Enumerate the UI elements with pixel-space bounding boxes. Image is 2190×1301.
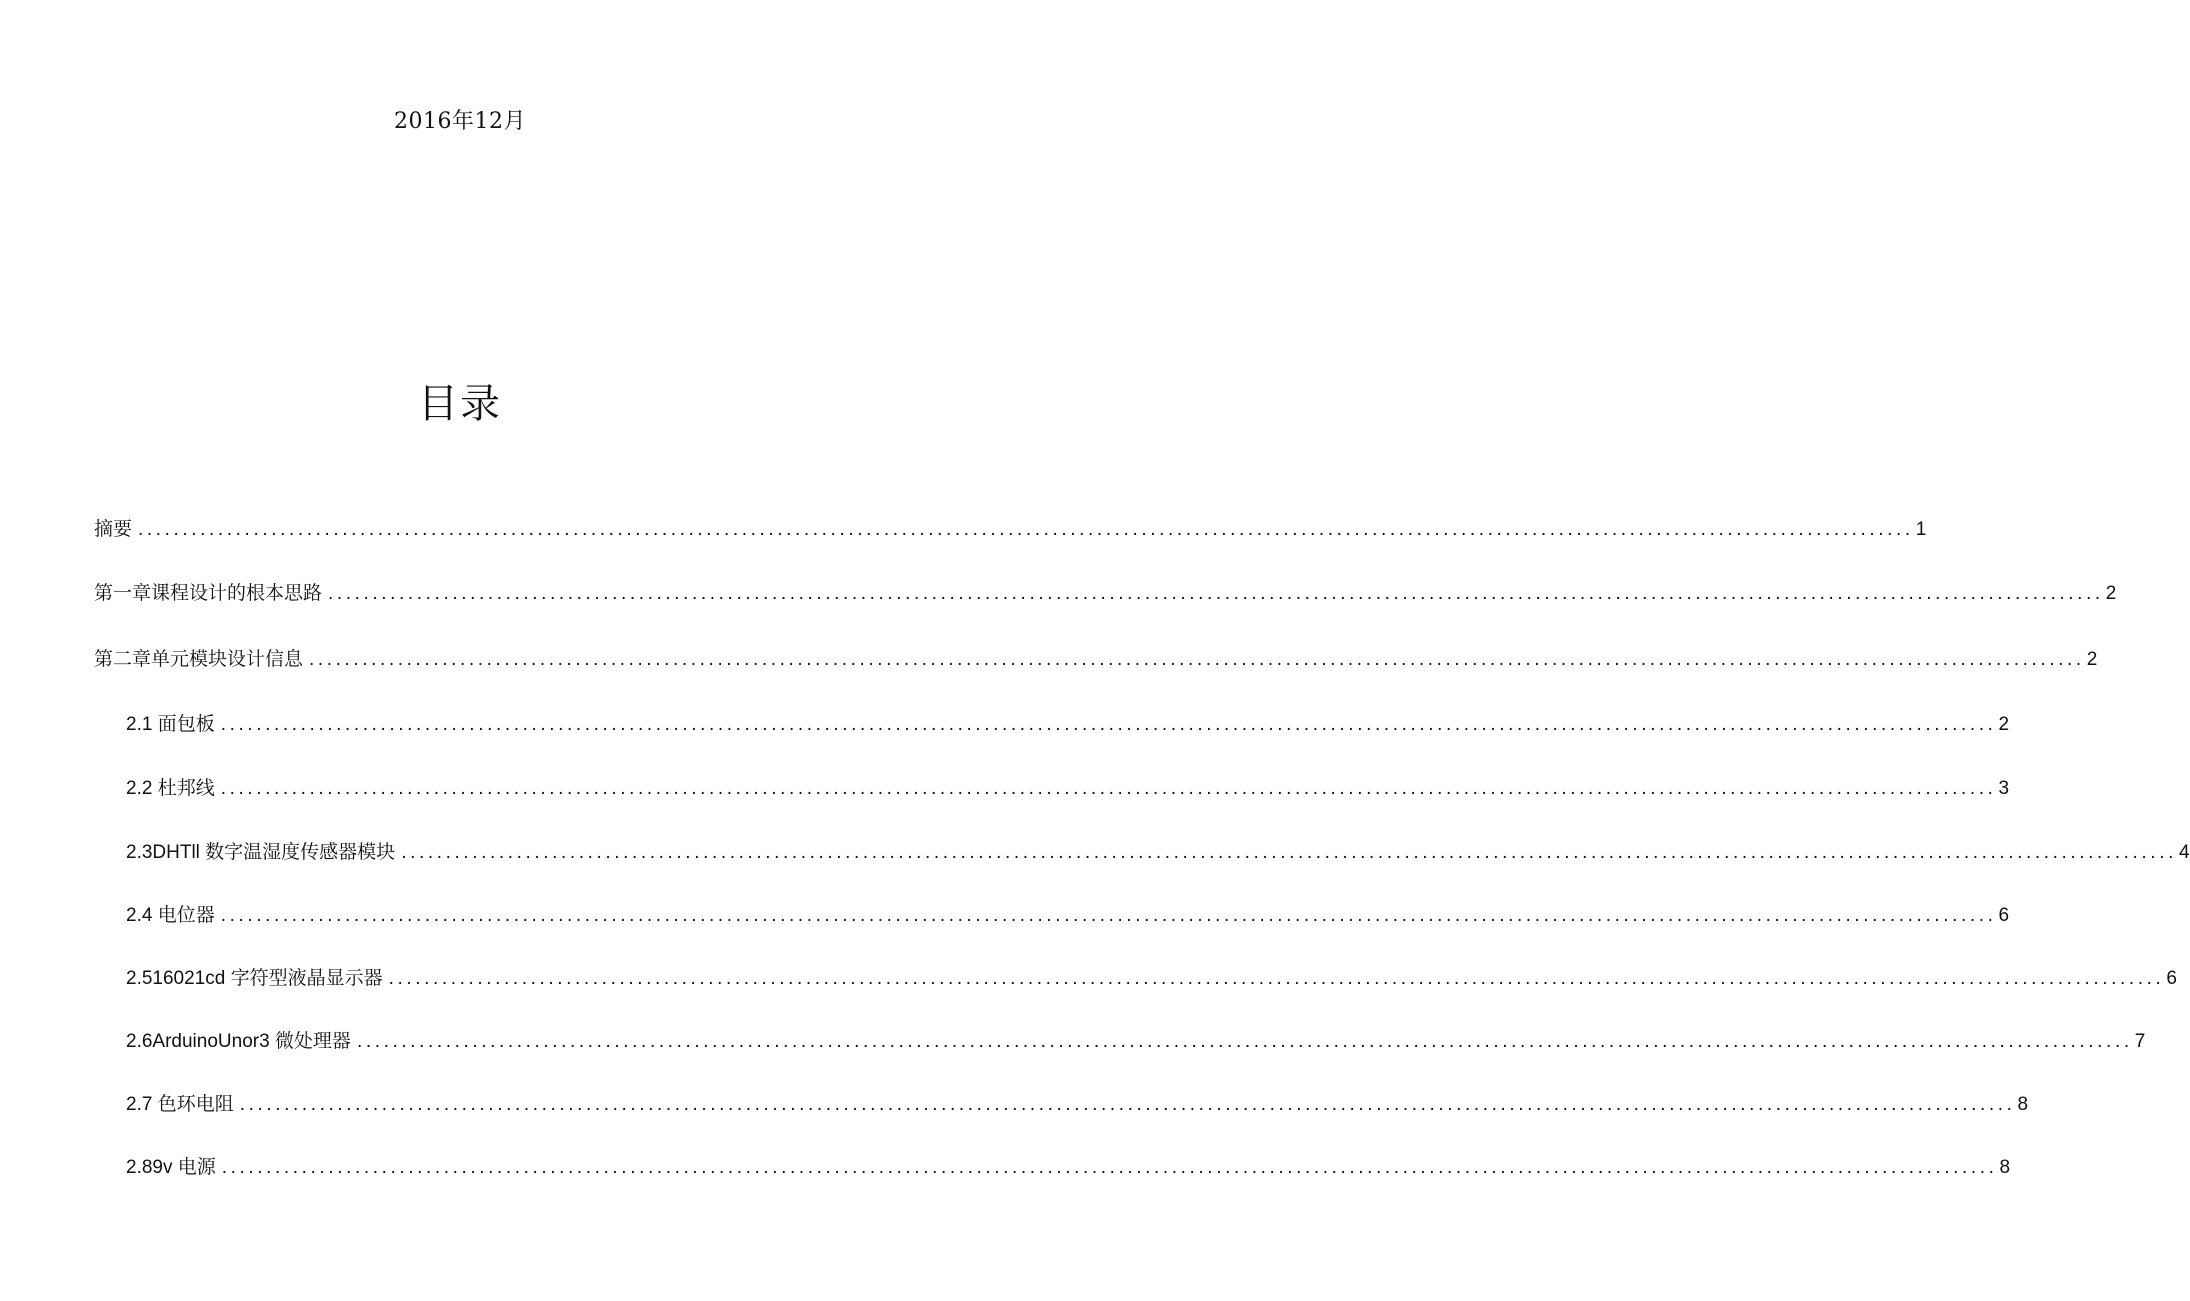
toc-leader-dots: ........................................................................................................................................................................................................ [239, 1094, 2016, 1115]
toc-entry-label: 2.1 面包板 [126, 714, 215, 735]
toc-entry-page: 6 [1998, 905, 2010, 926]
toc-entry [94, 641, 2098, 671]
toc-entry-page: 1 [1915, 519, 1927, 540]
toc-entry [126, 1086, 2029, 1116]
toc-title: 目录 [418, 381, 502, 427]
toc-entry-label: 2.89v 电源 [126, 1157, 216, 1178]
toc-entry-page: 2 [1998, 714, 2010, 735]
toc-entry [126, 960, 2177, 990]
toc-entry-page: 2 [2086, 649, 2098, 670]
toc-leader-dots: ........................................................................................................................................................................................................ [328, 583, 2104, 604]
toc-entry [126, 706, 2010, 736]
date-line: 2016年12月 [394, 109, 526, 134]
toc-entry [94, 511, 1927, 541]
toc-entry-page: 8 [2017, 1094, 2029, 1115]
toc-entry-page: 2 [2105, 583, 2117, 604]
toc-leader-dots: ........................................................................................................................................................................................................ [356, 1031, 2133, 1052]
toc-entry-label: 第一章课程设计的根本思路 [94, 583, 323, 604]
toc-entry [126, 897, 2010, 927]
toc-entry-page: 7 [2134, 1031, 2146, 1052]
toc-entry-page: 3 [1998, 778, 2010, 799]
toc-entry-label: 2.4 电位器 [126, 905, 215, 926]
toc-entry [94, 575, 2117, 605]
toc-leader-dots: ........................................................................................................................................................................................................ [309, 649, 2085, 670]
toc-entry-page: 6 [2166, 968, 2177, 989]
toc-leader-dots: ........................................................................................................................................................................................................ [220, 905, 1997, 926]
toc-entry [126, 834, 2190, 864]
toc-entry [126, 1149, 2011, 1179]
toc-leader-dots: ........................................................................................................................................................................................................ [220, 778, 1997, 799]
toc-entry-label: 2.6ArduinoUnor3 微处理器 [126, 1031, 351, 1052]
toc-entry-label: 2.516021cd 字符型液晶显示器 [126, 968, 383, 989]
toc-entry-label: 2.3DHTll 数字温湿度传感器模块 [126, 842, 396, 863]
toc-entry-label: 第二章单元模块设计信息 [94, 649, 304, 670]
toc-leader-dots: ........................................................................................................................................................................................................ [138, 519, 1914, 540]
toc-entry [126, 1023, 2146, 1053]
toc-leader-dots: ........................................................................................................................................................................................................ [401, 842, 2177, 863]
toc-leader-dots: ........................................................................................................................................................................................................ [221, 1157, 1998, 1178]
toc-entry-label: 2.7 色环电阻 [126, 1094, 234, 1115]
toc-leader-dots: ........................................................................................................................................................................................................ [388, 968, 2165, 989]
toc-entry-label: 2.2 杜邦线 [126, 778, 215, 799]
toc-entry-label: 摘要 [94, 519, 133, 540]
toc-entry [126, 770, 2010, 800]
toc-entry-page: 4 [2178, 842, 2190, 863]
toc-entry-page: 8 [1999, 1157, 2011, 1178]
toc-leader-dots: ........................................................................................................................................................................................................ [220, 714, 1997, 735]
